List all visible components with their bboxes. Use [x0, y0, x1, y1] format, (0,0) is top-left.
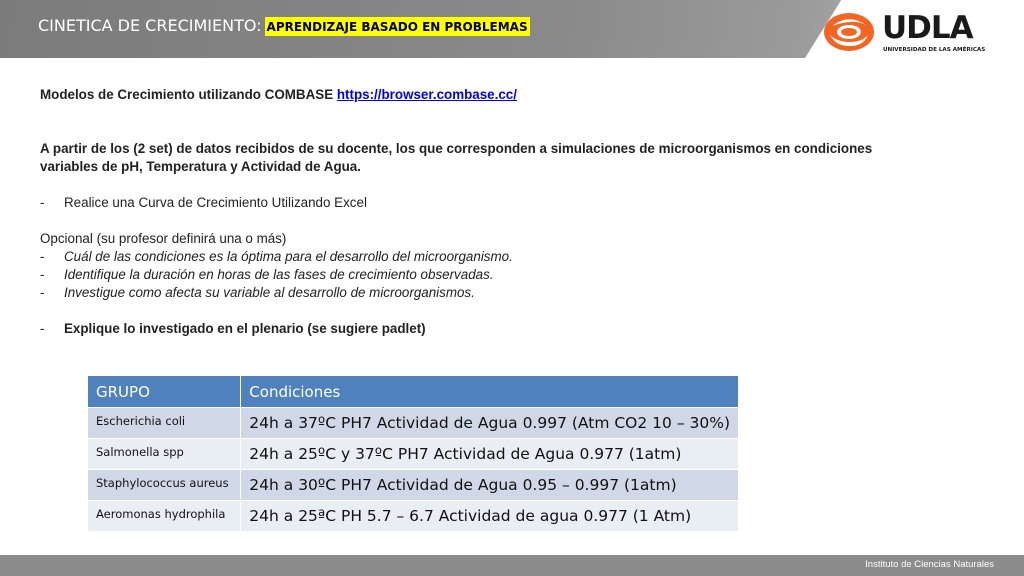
- intro-line: [40, 86, 900, 104]
- table-row: [88, 439, 739, 470]
- table-row: [88, 501, 739, 532]
- logo-wordmark: UDLA: [882, 10, 973, 46]
- optional-item: - Investigue como afecta su variable al desarrollo de microorganismos.: [40, 285, 475, 300]
- task-text: Realice una Curva de Crecimiento Utilizando Excel: [64, 195, 367, 210]
- grupo-cell: Salmonella spp: [88, 439, 241, 470]
- condiciones-cell: 24h a 25ªC PH 5.7 – 6.7 Actividad de agua 0.977 (1 Atm): [241, 501, 739, 532]
- footer-bar: [0, 555, 1024, 576]
- optional-item-text: Investigue como afecta su variable al desarrollo de microorganismos.: [64, 285, 475, 300]
- footer-text: Instituto de Ciencias Naturales: [865, 559, 994, 570]
- column-header-grupo: GRUPO: [88, 376, 241, 408]
- column-header-condiciones: Condiciones: [241, 376, 739, 408]
- groups-table: [87, 375, 739, 532]
- combase-link[interactable]: https://browser.combase.cc/: [336, 87, 517, 102]
- grupo-cell: Staphylococcus aureus: [88, 470, 241, 501]
- logo-subtitle: UNIVERSIDAD DE LAS AMÉRICAS: [883, 47, 986, 53]
- udla-logo: [822, 10, 986, 57]
- table-header-row: [88, 376, 739, 408]
- table-row: [88, 470, 739, 501]
- condiciones-cell: 24h a 30ºC PH7 Actividad de Agua 0.95 – 0.997 (1atm): [241, 470, 739, 501]
- grupo-cell: Aeromonas hydrophila: [88, 501, 241, 532]
- instructions-paragraph: A partir de los (2 set) de datos recibidos de su docente, los que corresponden a simulaciones de microorganismos en condiciones variables de pH, Temperatura y Actividad de Agua.: [40, 141, 873, 174]
- optional-heading: Opcional (su profesor definirá una o más): [40, 231, 287, 246]
- condiciones-cell: 24h a 25ºC y 37ºC PH7 Actividad de Agua 0.977 (1atm): [241, 439, 739, 470]
- title-text: CINETICA DE CRECIMIENTO:: [38, 16, 262, 35]
- slide-body: [40, 86, 900, 338]
- title-highlight: APRENDIZAJE BASADO EN PROBLEMAS: [265, 17, 530, 36]
- task-item: - Realice una Curva de Crecimiento Utilizando Excel: [40, 195, 367, 210]
- header-bar: [0, 0, 1024, 58]
- optional-item-text: Cuál de las condiciones es la óptima para el desarrollo del microorganismo.: [64, 249, 513, 264]
- udla-logo-icon: [822, 11, 876, 53]
- intro-text: Modelos de Crecimiento utilizando COMBASE: [40, 87, 334, 102]
- table-row: [88, 408, 739, 439]
- slide-title: [38, 16, 530, 35]
- grupo-cell: Escherichia coli: [88, 408, 241, 439]
- optional-item: - Cuál de las condiciones es la óptima para el desarrollo del microorganismo.: [40, 249, 513, 264]
- optional-item: - Identifique la duración en horas de las fases de crecimiento observadas.: [40, 267, 494, 282]
- condiciones-cell: 24h a 37ºC PH7 Actividad de Agua 0.997 (Atm CO2 10 – 30%): [241, 408, 739, 439]
- final-item: - Explique lo investigado en el plenario (se sugiere padlet): [40, 321, 426, 336]
- final-text: Explique lo investigado en el plenario (se sugiere padlet): [64, 321, 426, 336]
- optional-item-text: Identifique la duración en horas de las fases de crecimiento observadas.: [64, 267, 494, 282]
